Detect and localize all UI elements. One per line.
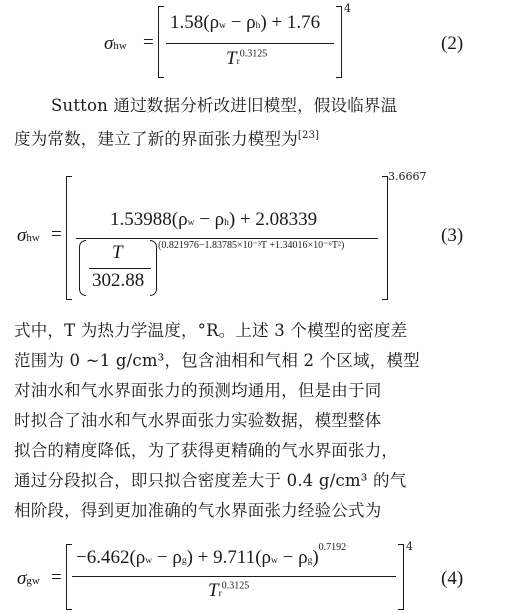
eq3-fraction-bar <box>76 238 378 239</box>
eq4-right-bracket <box>398 544 404 610</box>
paragraph-2-line-6: 通过分段拟合，即只拟合密度差大于 0.4 g/cm³ 的气 <box>14 471 407 490</box>
eq2-numerator: 1.58(ρw − ρh) + 1.76 <box>170 12 321 33</box>
eq4-lhs: σgw <box>17 568 40 589</box>
eq4-power: 4 <box>406 540 413 553</box>
paragraph-1-line-1: Sutton 通过数据分析改进旧模型，假设临界温 <box>51 96 398 115</box>
paragraph-1 <box>14 91 494 151</box>
eq2-denominator: $Tr^{0.3125}$ <box>226 48 268 69</box>
eq4-numerator: $-6.462(\rho w - \rho g) + 9.711(\rho w - \rho g)^{0.7192}$ <box>76 541 347 568</box>
paragraph-2-line-4: 时拟合了油水和气水界面张力实验数据，模型整体 <box>14 411 382 430</box>
eq3-inner-denominator: 302.88 <box>92 270 145 291</box>
eq2-fraction-bar <box>166 43 334 44</box>
eq2-lhs: σhw <box>104 33 127 54</box>
citation: [23] <box>297 130 320 141</box>
eq3-lhs: σhw <box>17 225 40 246</box>
eq3-equals: = <box>51 224 62 245</box>
eq3-inner-fraction-bar <box>89 268 151 269</box>
eq4-fraction-bar <box>72 576 396 577</box>
eq3-inner-left-paren <box>79 240 86 296</box>
eq3-exponent: (0.821976−1.83785×10⁻³T +1.34016×10⁻⁶T²) <box>158 240 345 251</box>
paragraph-2-line-5: 拟合的精度降低，为了获得更精确的气水界面张力， <box>14 441 399 460</box>
paragraph-2 <box>14 316 494 526</box>
paragraph-2-line-1: 式中，T 为热力学温度，°R。上述 3 个模型的密度差 <box>14 321 408 340</box>
paragraph-1-line-2: 度为常数，建立了新的界面张力模型为[23] <box>14 129 320 149</box>
eq4-denominator: $Tr^{0.3125}$ <box>208 580 250 601</box>
paragraph-2-line-3: 对油水和气水界面张力的预测均通用，但是由于同 <box>14 381 382 400</box>
eq4-number: (4) <box>441 568 464 589</box>
eq3-numerator: 1.53988(ρw − ρh) + 2.08339 <box>110 209 318 230</box>
eq3-right-bracket <box>382 176 388 300</box>
eq2-number: (2) <box>441 33 464 54</box>
paragraph-2-line-7: 相阶段，得到更加准确的气水界面张力经验公式为 <box>14 501 382 520</box>
paragraph-2-line-2: 范围为 0 ~1 g/cm³，包含油相和气相 2 个区域，模型 <box>14 351 420 370</box>
eq3-left-bracket <box>66 176 72 300</box>
eq3-inner-T: T <box>112 242 123 263</box>
eq2-right-bracket <box>336 6 342 78</box>
eq4-equals: = <box>51 567 62 588</box>
eq2-power: 4 <box>344 2 351 15</box>
eq4-inner-exponent: 0.7192 <box>318 541 347 553</box>
eq2-left-bracket <box>158 6 164 78</box>
eq2-equals: = <box>143 32 154 53</box>
eq3-power: 3.6667 <box>388 170 427 183</box>
eq3-inner-right-paren <box>150 240 157 296</box>
eq4-left-bracket <box>66 544 72 610</box>
eq3-number: (3) <box>441 225 464 246</box>
